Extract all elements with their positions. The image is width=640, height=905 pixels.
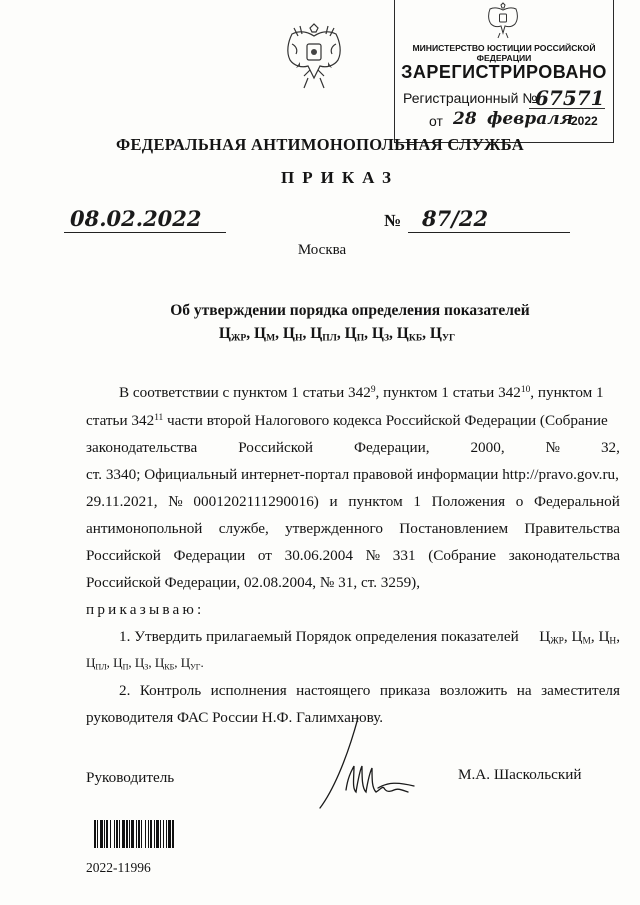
word: приказа — [379, 682, 431, 699]
word: 331 — [392, 547, 416, 564]
city: Москва — [297, 242, 347, 258]
title-indicators: $Ц_{ЖР}$, $Ц_М$, $Ц_Н$, $Ц_{ПЛ}$, $Ц_П$, $Ц_З$, $Ц_{КБ}$, $Ц_{УГ}$ — [218, 325, 456, 344]
indicator: $Ц_{КБ}$ — [154, 655, 175, 672]
word: № — [545, 439, 561, 456]
item-1-indicators-a: $Ц_{ЖР}$, $Ц_М$, $Ц_Н$, — [539, 628, 620, 647]
handwritten-signature — [318, 712, 418, 812]
word: № — [168, 493, 183, 510]
word: законодательства — [86, 439, 198, 456]
item-2-line-1 — [119, 682, 620, 700]
indicator: $Ц_З$ — [134, 655, 149, 672]
indicator: $Ц_{ЖР}$ — [539, 628, 564, 647]
document-barcode — [94, 820, 214, 848]
stamp-ministry: МИНИСТЕРСТВО ЮСТИЦИИ РОССИЙСКОЙ ФЕДЕРАЦИИ — [412, 43, 596, 63]
item-1-indicators-b: $Ц_{ПЛ}$, $Ц_П$, $Ц_З$, $Ц_{КБ}$, $Ц_{УГ}$. — [86, 655, 204, 672]
body-line-6 — [86, 520, 620, 538]
body-line-4: ст. 3340; Официальный интернет-портал правовой информации http://pravo.gov.ru, — [86, 466, 619, 483]
stamp-emblem-icon — [485, 2, 521, 40]
word: (Собрание — [428, 547, 497, 564]
word: Российской — [86, 547, 161, 564]
indicator: $Ц_{ПЛ}$ — [310, 325, 337, 344]
order-command: приказываю: — [86, 601, 205, 618]
indicator: $Ц_М$ — [571, 628, 591, 647]
stamp-date-month: февраля — [487, 109, 574, 129]
word: утвержденного — [285, 520, 383, 537]
indicator: $Ц_Н$ — [282, 325, 303, 344]
stamp-date-day: 28 — [453, 109, 477, 129]
stamp-reg-number: 67571 — [535, 86, 605, 110]
indicator: $Ц_{ПЛ}$ — [86, 655, 107, 672]
registration-stamp — [394, 0, 614, 143]
indicator: $Ц_П$ — [113, 655, 129, 672]
body-line-3 — [86, 439, 620, 457]
word: законодательства — [508, 547, 620, 564]
stamp-status: ЗАРЕГИСТРИРОВАНО — [401, 62, 607, 82]
word: службе, — [218, 520, 269, 537]
word: Постановлением — [399, 520, 509, 537]
word: 2000, — [470, 439, 505, 456]
word: антимонопольной — [86, 520, 203, 537]
order-number-field — [408, 208, 570, 233]
agency-name: ФЕДЕРАЛЬНАЯ АНТИМОНОПОЛЬНАЯ СЛУЖБА — [116, 135, 524, 154]
word: Контроль — [139, 682, 202, 699]
word: на — [516, 682, 532, 699]
word: 1 — [413, 493, 421, 510]
order-date-field — [64, 208, 226, 233]
word: пунктом — [348, 493, 403, 510]
word: 32, — [600, 439, 620, 456]
title-line-1: Об утверждении порядка определения показателей — [170, 302, 530, 319]
word: Российской — [238, 439, 314, 456]
indicator: $Ц_{УГ}$ — [180, 655, 201, 672]
word: Федерации — [173, 547, 246, 564]
stamp-reg-label: Регистрационный № — [403, 90, 538, 106]
indicator: $Ц_{КБ}$ — [396, 325, 423, 344]
word: возложить — [439, 682, 508, 699]
word: и — [329, 493, 338, 510]
indicator: $Ц_П$ — [344, 325, 365, 344]
body-line-1: В соответствии с пунктом 1 статьи $342^9$, пунктом 1 статьи $342^{10}$, пунктом 1 — [119, 384, 604, 401]
indicator: $Ц_Н$ — [598, 628, 617, 647]
word: 29.11.2021, — [86, 493, 158, 510]
word: о — [515, 493, 524, 510]
word: заместителя — [541, 682, 620, 699]
word: 30.06.2004 — [284, 547, 353, 564]
word: исполнения — [210, 682, 287, 699]
word: Правительства — [524, 520, 620, 537]
order-date: 08.02.2022 — [70, 206, 202, 231]
indicator: $Ц_М$ — [254, 325, 276, 344]
body-line-2: статьи $342^{11}$ части второй Налогового кодекса Российской Федерации (Собрание — [86, 412, 608, 429]
word: № — [365, 547, 381, 564]
word: Положения — [431, 493, 506, 510]
signer-name: М.А. Шаскольский — [458, 766, 582, 783]
number-sign: № — [384, 211, 402, 230]
indicator: $Ц_З$ — [371, 325, 390, 344]
body-line-5 — [86, 493, 620, 511]
indicator: $Ц_{ЖР}$ — [218, 325, 247, 344]
word: настоящего — [296, 682, 371, 699]
item-1-line-1: 1. Утвердить прилагаемый Порядок определения показателей $Ц_{ЖР}$, $Ц_М$, $Ц_Н$, — [119, 628, 620, 647]
coat-of-arms-emblem — [280, 22, 348, 94]
stamp-date-prefix: от — [429, 113, 443, 129]
signer-title: Руководитель — [86, 769, 175, 786]
order-number: 87/22 — [422, 206, 489, 231]
item-2-line-2: руководителя ФАС России Н.Ф. Галимханову. — [86, 709, 384, 726]
body-line-8: Российской Федерации, 02.08.2004, № 31, ст. 3259), — [86, 574, 421, 591]
word: 0001202111290016) — [193, 493, 319, 510]
word: от — [257, 547, 272, 564]
word: 2. — [119, 682, 131, 699]
document-id: 2022-11996 — [86, 860, 151, 875]
word: Федеральной — [534, 493, 620, 510]
doc-type: ПРИКАЗ — [281, 168, 399, 187]
stamp-date-year: 2022 — [571, 114, 598, 128]
word: Федерации, — [353, 439, 430, 456]
indicator: $Ц_{УГ}$ — [429, 325, 456, 344]
body-line-7 — [86, 547, 620, 565]
